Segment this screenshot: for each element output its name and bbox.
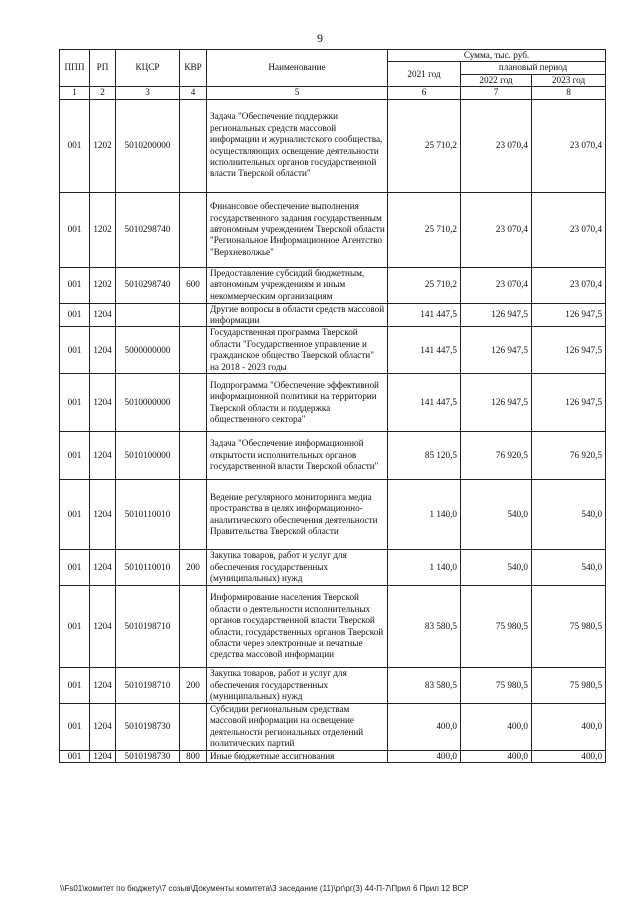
cell-sum-2021: 400,0	[388, 704, 461, 751]
cell-ppp: 001	[60, 480, 90, 550]
cell-rp: 1202	[90, 99, 116, 192]
header-planned-period: плановый период	[461, 62, 606, 74]
cell-kcsr	[116, 303, 180, 327]
cell-kcsr: 5010198730	[116, 704, 180, 751]
cell-sum-2021: 141 447,5	[388, 303, 461, 327]
cell-rp: 1204	[90, 704, 116, 751]
cell-kvr	[180, 192, 207, 267]
table-row	[60, 480, 606, 550]
column-number: 7	[461, 87, 532, 99]
cell-sum-2022: 75 980,5	[461, 586, 532, 668]
cell-sum-2022: 126 947,5	[461, 374, 532, 432]
cell-kvr: 600	[180, 267, 207, 303]
cell-sum-2023: 126 947,5	[532, 303, 606, 327]
cell-sum-2021: 25 710,2	[388, 99, 461, 192]
cell-sum-2022: 23 070,4	[461, 267, 532, 303]
cell-ppp: 001	[60, 303, 90, 327]
budget-table	[59, 49, 606, 763]
table-row	[60, 750, 606, 762]
cell-kcsr: 5010110010	[116, 550, 180, 586]
cell-sum-2021: 141 447,5	[388, 327, 461, 374]
cell-sum-2021: 1 140,0	[388, 550, 461, 586]
cell-rp: 1204	[90, 327, 116, 374]
cell-sum-2023: 400,0	[532, 750, 606, 762]
cell-rp: 1204	[90, 303, 116, 327]
table-row	[60, 432, 606, 480]
cell-sum-2021: 1 140,0	[388, 480, 461, 550]
cell-rp: 1202	[90, 192, 116, 267]
cell-kvr	[180, 480, 207, 550]
cell-sum-2023: 540,0	[532, 550, 606, 586]
cell-sum-2023: 23 070,4	[532, 99, 606, 192]
column-number: 6	[388, 87, 461, 99]
header-year-2022: 2022 год	[461, 74, 532, 86]
cell-sum-2023: 75 980,5	[532, 586, 606, 668]
cell-rp: 1204	[90, 550, 116, 586]
cell-sum-2022: 126 947,5	[461, 327, 532, 374]
cell-kvr: 800	[180, 750, 207, 762]
header-ppp: ППП	[60, 50, 90, 87]
cell-name: Предоставление субсидий бюджетным, автономным учреждениям и иным некоммерческим организациям	[207, 267, 388, 303]
cell-kcsr: 5010000000	[116, 374, 180, 432]
cell-sum-2023: 75 980,5	[532, 668, 606, 704]
footer-file-path: \\Fs01\комитет по бюджету\7 созыв\Документы комитета\3 заседание (11)\рг\рг(3) 44-П-7\Прил 6 Прил 12 ВСР	[60, 884, 469, 893]
table-row	[60, 704, 606, 751]
cell-kcsr: 5010198710	[116, 586, 180, 668]
cell-ppp: 001	[60, 267, 90, 303]
page-number: 9	[317, 31, 323, 45]
cell-sum-2023: 23 070,4	[532, 192, 606, 267]
cell-name: Задача "Обеспечение информационной открытости исполнительных органов государственной власти Тверской области"	[207, 432, 388, 480]
cell-rp: 1204	[90, 586, 116, 668]
cell-ppp: 001	[60, 327, 90, 374]
table-row	[60, 327, 606, 374]
cell-rp: 1204	[90, 480, 116, 550]
column-number: 1	[60, 87, 90, 99]
column-number: 5	[207, 87, 388, 99]
header-year-2023: 2023 год	[532, 74, 606, 86]
cell-sum-2023: 126 947,5	[532, 327, 606, 374]
cell-name: Государственная программа Тверской области "Государственное управление и гражданское общество Тверской области" на 2018 - 2023 годы	[207, 327, 388, 374]
cell-sum-2021: 25 710,2	[388, 192, 461, 267]
cell-ppp: 001	[60, 192, 90, 267]
cell-sum-2023: 126 947,5	[532, 374, 606, 432]
cell-ppp: 001	[60, 668, 90, 704]
cell-name: Задача "Обеспечение поддержки региональных средств массовой информации и журналистского сообщества, осуществляющих освещение деятельности исполнительных органов государственной власти Тверской области"	[207, 99, 388, 192]
table-row	[60, 303, 606, 327]
cell-kcsr: 5010198710	[116, 668, 180, 704]
cell-sum-2023: 540,0	[532, 480, 606, 550]
column-number: 4	[180, 87, 207, 99]
table-row	[60, 586, 606, 668]
table-row	[60, 99, 606, 192]
cell-sum-2022: 540,0	[461, 550, 532, 586]
header-kcsr: КЦСР	[116, 50, 180, 87]
cell-sum-2023: 400,0	[532, 704, 606, 751]
table-header	[60, 50, 606, 100]
cell-rp: 1204	[90, 668, 116, 704]
cell-kvr	[180, 327, 207, 374]
cell-sum-2023: 23 070,4	[532, 267, 606, 303]
cell-sum-2022: 540,0	[461, 480, 532, 550]
cell-name: Закупка товаров, работ и услуг для обеспечения государственных (муниципальных) нужд	[207, 550, 388, 586]
table-row	[60, 267, 606, 303]
cell-sum-2022: 400,0	[461, 750, 532, 762]
header-year-2021: 2021 год	[388, 62, 461, 87]
table-row	[60, 668, 606, 704]
cell-ppp: 001	[60, 432, 90, 480]
cell-name: Иные бюджетные ассигнования	[207, 750, 388, 762]
cell-sum-2022: 23 070,4	[461, 99, 532, 192]
cell-name: Ведение регулярного мониторинга медиа пространства в целях информационно-аналитического обеспечения деятельности Правительства Тверской области	[207, 480, 388, 550]
cell-kvr	[180, 303, 207, 327]
cell-name: Другие вопросы в области средств массовой информации	[207, 303, 388, 327]
cell-name: Подпрограмма "Обеспечение эффективной информационной политики на территории Тверской области и поддержка общественного сектора"	[207, 374, 388, 432]
cell-name: Закупка товаров, работ и услуг для обеспечения государственных (муниципальных) нужд	[207, 668, 388, 704]
table-row	[60, 374, 606, 432]
cell-ppp: 001	[60, 374, 90, 432]
header-name: Наименование	[207, 50, 388, 87]
cell-kcsr: 5010100000	[116, 432, 180, 480]
column-number: 2	[90, 87, 116, 99]
cell-sum-2022: 126 947,5	[461, 303, 532, 327]
cell-kvr	[180, 704, 207, 751]
cell-ppp: 001	[60, 586, 90, 668]
cell-kcsr: 5010198730	[116, 750, 180, 762]
cell-sum-2021: 400,0	[388, 750, 461, 762]
cell-kvr	[180, 586, 207, 668]
cell-ppp: 001	[60, 550, 90, 586]
cell-ppp: 001	[60, 704, 90, 751]
cell-sum-2022: 76 920,5	[461, 432, 532, 480]
cell-kcsr: 5010200000	[116, 99, 180, 192]
cell-kcsr: 5010298740	[116, 192, 180, 267]
column-number: 3	[116, 87, 180, 99]
cell-sum-2023: 76 920,5	[532, 432, 606, 480]
table-body	[60, 99, 606, 762]
cell-sum-2022: 23 070,4	[461, 192, 532, 267]
column-numbers-row	[60, 87, 606, 99]
cell-kcsr: 5010110010	[116, 480, 180, 550]
cell-sum-2021: 83 580,5	[388, 586, 461, 668]
cell-name: Информирование населения Тверской области о деятельности исполнительных органов государственной власти Тверской области, государственных органов Тверской области через электронные и печатные средства массовой информации	[207, 586, 388, 668]
cell-kvr: 200	[180, 550, 207, 586]
cell-ppp: 001	[60, 750, 90, 762]
cell-sum-2021: 85 120,5	[388, 432, 461, 480]
cell-name: Финансовое обеспечение выполнения государственного задания государственным автономным учреждением Тверской области "Региональное Информационное Агентство "Верхневолжье"	[207, 192, 388, 267]
table-row	[60, 550, 606, 586]
column-number: 8	[532, 87, 606, 99]
cell-sum-2021: 25 710,2	[388, 267, 461, 303]
cell-rp: 1204	[90, 432, 116, 480]
cell-kvr	[180, 374, 207, 432]
header-rp: РП	[90, 50, 116, 87]
cell-sum-2021: 83 580,5	[388, 668, 461, 704]
header-kvr: КВР	[180, 50, 207, 87]
table-row	[60, 192, 606, 267]
cell-kcsr: 5010298740	[116, 267, 180, 303]
cell-kvr: 200	[180, 668, 207, 704]
cell-kvr	[180, 432, 207, 480]
cell-kcsr: 5000000000	[116, 327, 180, 374]
cell-rp: 1204	[90, 750, 116, 762]
cell-ppp: 001	[60, 99, 90, 192]
cell-sum-2022: 400,0	[461, 704, 532, 751]
cell-sum-2021: 141 447,5	[388, 374, 461, 432]
header-sum: Сумма, тыс. руб.	[388, 50, 606, 62]
cell-sum-2022: 75 980,5	[461, 668, 532, 704]
cell-kvr	[180, 99, 207, 192]
cell-name: Субсидии региональным средствам массовой информации на освещение деятельности региональных отделений политических партий	[207, 704, 388, 751]
cell-rp: 1202	[90, 267, 116, 303]
cell-rp: 1204	[90, 374, 116, 432]
